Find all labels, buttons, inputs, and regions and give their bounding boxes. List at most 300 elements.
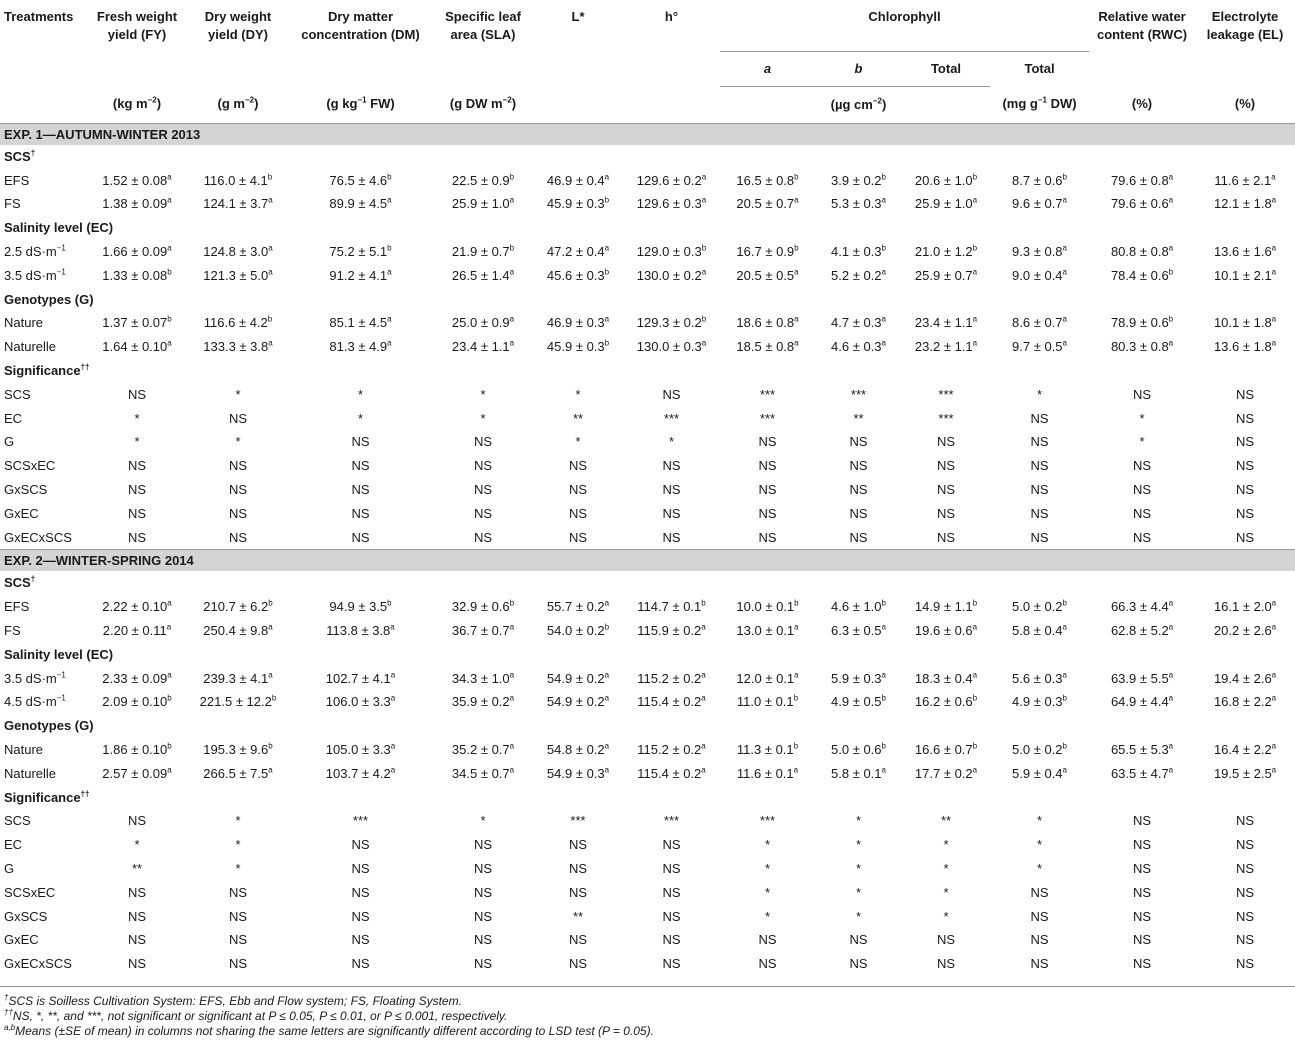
table-cell: 16.2 ± 0.6$^b$ xyxy=(914,694,978,710)
row-label: Nature xyxy=(4,315,44,331)
significance-cell: NS xyxy=(1133,908,1152,924)
table-cell: 115.9 ± 0.2$^a$ xyxy=(637,622,706,639)
significance-row xyxy=(0,406,1295,430)
significance-cell: NS xyxy=(1133,884,1152,900)
table-cell: 34.5 ± 0.7$^a$ xyxy=(451,765,515,781)
table-cell: 94.9 ± 3.5$^b$ xyxy=(329,598,392,615)
significance-cell: NS xyxy=(662,482,681,498)
table-cell: 114.7 ± 0.1$^b$ xyxy=(637,598,706,615)
table-row xyxy=(0,168,1295,192)
significance-cell: NS xyxy=(1236,837,1255,853)
significance-cell: NS xyxy=(351,932,370,948)
significance-cell: NS xyxy=(1236,482,1255,498)
row-label: 3.5 $dS\cdot m^{-1}$ xyxy=(4,670,66,686)
significance-cell: NS xyxy=(351,458,370,474)
table-cell: 12.1 ± 1.8$^a$ xyxy=(1213,196,1277,212)
table-cell: 32.9 ± 0.6$^b$ xyxy=(451,598,515,615)
table-cell: 79.6 ± 0.8$^a$ xyxy=(1110,172,1174,188)
table-cell: 35.2 ± 0.7$^a$ xyxy=(451,741,515,758)
col-chl-b: b xyxy=(815,51,902,86)
group-title: Salinity level (EC) xyxy=(4,220,114,236)
table-cell: 66.3 ± 4.4$^a$ xyxy=(1110,598,1174,615)
significance-cell: NS xyxy=(351,884,370,900)
significance-cell: * xyxy=(575,434,581,450)
table-cell: 21.9 ± 0.7$^b$ xyxy=(451,243,515,260)
significance-cell: NS xyxy=(1133,386,1152,402)
table-cell: 5.9 ± 0.3$^a$ xyxy=(831,670,886,686)
significance-cell: NS xyxy=(473,884,493,900)
significance-cell: NS xyxy=(351,956,370,972)
table-cell: 63.9 ± 5.5$^a$ xyxy=(1110,670,1174,686)
col-chl-a: a xyxy=(720,51,815,86)
row-label: G xyxy=(4,434,15,450)
group-header xyxy=(0,642,1295,666)
table-cell: 35.9 ± 0.2$^a$ xyxy=(451,694,515,710)
table-cell: 266.5 ± 7.5$^a$ xyxy=(203,765,273,781)
table-row xyxy=(0,335,1295,359)
significance-cell: NS xyxy=(662,386,681,402)
table-cell: 79.6 ± 0.6$^a$ xyxy=(1110,196,1174,212)
table-cell: 45.6 ± 0.3$^b$ xyxy=(546,267,610,283)
significance-cell: NS xyxy=(849,529,868,545)
significance-cell: NS xyxy=(228,908,248,924)
significance-cell: NS xyxy=(662,884,681,900)
row-label: Nature xyxy=(4,742,44,758)
row-label: SCS xyxy=(4,813,31,829)
significance-cell: NS xyxy=(1236,861,1255,876)
significance-cell: NS xyxy=(1030,884,1049,900)
significance-row xyxy=(0,809,1295,833)
significance-cell: * xyxy=(235,434,241,450)
col-fy: Fresh weight yield (FY) xyxy=(96,9,178,42)
row-label: GxEC xyxy=(4,932,39,948)
significance-cell: * xyxy=(943,837,949,853)
table-cell: 124.8 ± 3.0$^a$ xyxy=(203,243,273,260)
table-cell: 6.3 ± 0.5$^a$ xyxy=(831,622,886,639)
significance-cell: NS xyxy=(1133,529,1152,545)
table-cell: 221.5 ± 12.2$^b$ xyxy=(199,694,277,710)
table-cell: 54.9 ± 0.2$^a$ xyxy=(546,694,610,710)
significance-cell: NS xyxy=(473,434,493,450)
table-cell: 36.7 ± 0.7$^a$ xyxy=(451,622,515,639)
significance-cell: ** xyxy=(572,908,584,924)
table-cell: 78.9 ± 0.6$^b$ xyxy=(1110,315,1174,331)
table-cell: 85.1 ± 4.5$^a$ xyxy=(329,315,392,331)
col-sla: Specific leaf area (SLA) xyxy=(445,9,521,42)
significance-cell: NS xyxy=(1030,908,1049,924)
significance-cell: NS xyxy=(1030,410,1049,426)
significance-cell: NS xyxy=(568,861,588,876)
table-cell: 16.1 ± 2.0$^a$ xyxy=(1213,598,1277,615)
table-cell: 20.6 ± 1.0$^b$ xyxy=(914,172,978,188)
significance-cell: NS xyxy=(473,932,493,948)
significance-cell: NS xyxy=(568,529,588,545)
table-row xyxy=(0,595,1295,619)
table-cell: 5.9 ± 0.4$^a$ xyxy=(1012,765,1067,781)
section-title: EXP. 2—WINTER-SPRING 2014 xyxy=(0,550,1295,572)
table-cell: 5.8 ± 0.4$^a$ xyxy=(1012,622,1067,639)
table-cell: 80.3 ± 0.8$^a$ xyxy=(1110,338,1174,355)
table-cell: 115.4 ± 0.2$^a$ xyxy=(637,694,706,710)
table-cell: 3.9 ± 0.2$^b$ xyxy=(831,172,886,188)
table-cell: 2.20 ± 0.11$^a$ xyxy=(102,622,172,639)
col-chlorophyll: Chlorophyll xyxy=(720,0,1089,51)
significance-cell: NS xyxy=(351,529,370,545)
unit-chl-dw: (mg $g^{-1}$ DW) xyxy=(990,86,1089,123)
col-chl-total-dw: Total xyxy=(1024,60,1055,76)
significance-cell: NS xyxy=(228,932,248,948)
significance-cell: * xyxy=(1036,861,1043,876)
table-cell: 18.5 ± 0.8$^a$ xyxy=(736,338,799,355)
significance-cell: NS xyxy=(662,529,681,545)
unit-rwc: (%) xyxy=(1089,86,1195,123)
significance-cell: NS xyxy=(473,458,493,474)
significance-cell: NS xyxy=(1236,410,1255,426)
significance-cell: * xyxy=(134,410,140,426)
significance-cell: * xyxy=(943,884,949,900)
table-cell: 55.7 ± 0.2$^a$ xyxy=(546,598,610,615)
significance-cell: NS xyxy=(127,932,147,948)
significance-cell: * xyxy=(235,386,241,402)
group-header xyxy=(0,359,1295,383)
table-cell: 250.4 ± 9.8$^a$ xyxy=(203,622,273,639)
significance-cell: NS xyxy=(473,529,493,545)
table-cell: 46.9 ± 0.4$^a$ xyxy=(546,172,610,188)
row-label: G xyxy=(4,861,15,876)
significance-cell: NS xyxy=(228,956,248,972)
significance-cell: NS xyxy=(351,434,370,450)
table-cell: 23.2 ± 1.1$^a$ xyxy=(914,338,978,355)
col-dy: Dry weight yield (DY) xyxy=(204,9,272,42)
table-cell: 12.0 ± 0.1$^a$ xyxy=(736,670,799,686)
table-cell: 16.8 ± 2.2$^a$ xyxy=(1213,694,1277,710)
table-cell: 23.4 ± 1.1$^a$ xyxy=(451,338,515,355)
table-cell: 8.7 ± 0.6$^b$ xyxy=(1012,172,1067,188)
table-cell: 5.2 ± 0.2$^a$ xyxy=(831,267,886,283)
significance-row xyxy=(0,525,1295,549)
col-el: Electrolyte leakage (EL) xyxy=(1206,9,1284,42)
table-cell: 115.2 ± 0.2$^a$ xyxy=(637,741,706,758)
table-cell: 25.9 ± 0.7$^a$ xyxy=(914,267,978,283)
table-cell: 75.2 ± 5.1$^b$ xyxy=(329,243,392,260)
significance-cell: * xyxy=(134,837,140,853)
significance-cell: *** xyxy=(570,813,586,829)
significance-cell: NS xyxy=(936,932,956,948)
significance-cell: NS xyxy=(351,482,370,498)
significance-cell: NS xyxy=(473,956,493,972)
significance-cell: NS xyxy=(662,908,681,924)
table-cell: 105.0 ± 3.3$^a$ xyxy=(325,741,396,758)
table-cell: 2.57 ± 0.09$^a$ xyxy=(102,765,172,781)
significance-cell: NS xyxy=(662,505,681,521)
significance-cell: NS xyxy=(127,813,147,829)
significance-cell: * xyxy=(357,386,364,402)
significance-cell: NS xyxy=(849,932,868,948)
significance-cell: NS xyxy=(228,458,248,474)
significance-cell: NS xyxy=(936,505,956,521)
unit-dy: (g $m^{-2}$) xyxy=(188,86,288,123)
table-cell: 9.0 ± 0.4$^a$ xyxy=(1012,267,1067,283)
table-cell: 47.2 ± 0.4$^a$ xyxy=(546,243,610,260)
significance-cell: * xyxy=(480,410,486,426)
table-cell: 115.2 ± 0.2$^a$ xyxy=(637,670,706,686)
significance-cell: NS xyxy=(758,932,777,948)
table-cell: 23.4 ± 1.1$^a$ xyxy=(914,315,978,331)
row-label: GxEC xyxy=(4,505,39,521)
table-cell: 129.0 ± 0.3$^b$ xyxy=(636,243,707,260)
table-cell: 2.33 ± 0.09$^a$ xyxy=(102,670,172,686)
significance-cell: NS xyxy=(1236,884,1255,900)
table-cell: 9.7 ± 0.5$^a$ xyxy=(1012,338,1067,355)
significance-cell: NS xyxy=(568,482,588,498)
table-cell: 89.9 ± 4.5$^a$ xyxy=(329,196,392,212)
table-cell: 25.9 ± 1.0$^a$ xyxy=(451,196,515,212)
significance-cell: * xyxy=(764,908,771,924)
significance-cell: * xyxy=(134,434,140,450)
significance-cell: NS xyxy=(1133,837,1152,853)
row-label: 4.5 $dS\cdot m^{-1}$ xyxy=(4,694,66,710)
significance-cell: NS xyxy=(473,505,493,521)
significance-cell: NS xyxy=(849,458,868,474)
col-dm: Dry matter concentration (DM) xyxy=(301,9,420,42)
significance-row xyxy=(0,501,1295,525)
table-cell: 22.5 ± 0.9$^b$ xyxy=(451,172,515,188)
significance-cell: NS xyxy=(936,482,956,498)
significance-cell: NS xyxy=(936,458,956,474)
table-cell: 5.6 ± 0.3$^a$ xyxy=(1012,670,1067,686)
significance-cell: * xyxy=(764,837,771,853)
row-label: EFS xyxy=(4,172,30,188)
significance-cell: NS xyxy=(351,861,370,876)
significance-cell: NS xyxy=(662,837,681,853)
group-header xyxy=(0,145,1295,169)
row-label: GxSCS xyxy=(4,908,48,924)
row-label: SCSxEC xyxy=(4,884,56,900)
group-header xyxy=(0,216,1295,240)
table-cell: 133.3 ± 3.8$^a$ xyxy=(203,338,273,355)
table-row xyxy=(0,666,1295,690)
significance-cell: NS xyxy=(1030,482,1049,498)
table-cell: 20.5 ± 0.7$^a$ xyxy=(736,196,799,212)
significance-cell: NS xyxy=(1133,482,1152,498)
significance-cell: NS xyxy=(849,434,868,450)
significance-cell: *** xyxy=(938,410,954,426)
significance-cell: NS xyxy=(1030,458,1049,474)
significance-cell: NS xyxy=(1030,505,1049,521)
table-cell: 46.9 ± 0.3$^a$ xyxy=(546,315,610,331)
group-title: Salinity level (EC) xyxy=(4,646,114,662)
table-row xyxy=(0,761,1295,785)
significance-cell: NS xyxy=(127,529,147,545)
significance-cell: NS xyxy=(228,410,248,426)
significance-cell: NS xyxy=(228,482,248,498)
table-cell: 18.6 ± 0.8$^a$ xyxy=(736,315,799,331)
significance-cell: NS xyxy=(568,458,588,474)
significance-cell: NS xyxy=(1236,932,1255,948)
table-cell: 124.1 ± 3.7$^a$ xyxy=(203,196,273,212)
significance-cell: *** xyxy=(663,410,680,426)
significance-cell: *** xyxy=(759,410,776,426)
significance-cell: NS xyxy=(127,908,147,924)
row-label: SCSxEC xyxy=(4,458,56,474)
col-l: L* xyxy=(571,9,585,24)
table-cell: 106.0 ± 3.3$^a$ xyxy=(325,694,396,710)
significance-cell: NS xyxy=(1236,505,1255,521)
significance-cell: NS xyxy=(936,529,956,545)
significance-cell: ** xyxy=(940,813,952,829)
significance-cell: NS xyxy=(936,956,956,972)
significance-cell: * xyxy=(1139,410,1145,426)
footnotes xyxy=(0,986,1295,1039)
significance-cell: NS xyxy=(1236,813,1255,829)
table-cell: 81.3 ± 4.9$^a$ xyxy=(329,338,392,355)
row-label: FS xyxy=(4,623,21,639)
significance-cell: NS xyxy=(1133,932,1152,948)
table-cell: 63.5 ± 4.7$^a$ xyxy=(1110,765,1174,781)
col-rwc: Relative water content (RWC) xyxy=(1097,9,1188,42)
table-cell: 62.8 ± 5.2$^a$ xyxy=(1110,622,1174,639)
row-label: Naturelle xyxy=(4,339,57,355)
significance-row xyxy=(0,880,1295,904)
row-label: 3.5 $dS\cdot m^{-1}$ xyxy=(4,267,66,283)
significance-cell: NS xyxy=(1030,932,1049,948)
unit-el: (%) xyxy=(1195,86,1295,123)
significance-cell: NS xyxy=(127,884,147,900)
table-row xyxy=(0,263,1295,287)
table-cell: 16.6 ± 0.7$^b$ xyxy=(914,741,978,758)
significance-cell: NS xyxy=(127,458,147,474)
table-cell: 5.0 ± 0.2$^b$ xyxy=(1012,598,1067,615)
row-label: 2.5 $dS\cdot m^{-1}$ xyxy=(4,243,66,260)
table-row xyxy=(0,311,1295,335)
significance-cell: * xyxy=(855,884,862,900)
table-row xyxy=(0,619,1295,643)
table-cell: 16.5 ± 0.8$^b$ xyxy=(736,172,799,188)
table-cell: 121.3 ± 5.0$^a$ xyxy=(203,267,273,283)
table-cell: 13.6 ± 1.6$^a$ xyxy=(1213,243,1277,260)
table-cell: 130.0 ± 0.3$^a$ xyxy=(636,338,707,355)
significance-cell: NS xyxy=(1236,956,1255,972)
significance-cell: NS xyxy=(662,458,681,474)
significance-cell: NS xyxy=(351,837,370,853)
significance-cell: NS xyxy=(568,505,588,521)
significance-cell: NS xyxy=(127,956,147,972)
row-label: FS xyxy=(4,196,21,212)
table-cell: 116.0 ± 4.1$^b$ xyxy=(203,172,273,188)
significance-cell: NS xyxy=(1236,458,1255,474)
significance-cell: *** xyxy=(850,386,867,402)
table-cell: 78.4 ± 0.6$^b$ xyxy=(1110,267,1174,283)
col-chl-total: Total xyxy=(902,51,990,86)
row-label: GxECxSCS xyxy=(4,956,72,972)
table-cell: 5.8 ± 0.1$^a$ xyxy=(831,765,886,781)
significance-cell: * xyxy=(855,813,862,829)
table-cell: 4.1 ± 0.3$^b$ xyxy=(831,243,886,260)
significance-cell: * xyxy=(855,908,862,924)
significance-cell: * xyxy=(480,813,486,829)
footnote-significance: ††NS, *, **, and ***, not significant or significant at P ≤ 0.05, P ≤ 0.01, or P ≤ 0.001, respectively. xyxy=(4,1007,508,1023)
table-cell: 20.2 ± 2.6$^a$ xyxy=(1213,622,1277,639)
table-cell: 130.0 ± 0.2$^a$ xyxy=(636,267,707,283)
significance-cell: ** xyxy=(131,861,143,876)
section-header xyxy=(0,123,1295,145)
table-cell: 91.2 ± 4.1$^a$ xyxy=(329,267,392,283)
row-label: EC xyxy=(4,410,23,426)
row-label: EC xyxy=(4,837,23,853)
table-cell: 129.6 ± 0.3$^a$ xyxy=(636,196,707,212)
table-cell: 129.6 ± 0.2$^a$ xyxy=(636,172,707,188)
row-label: GxSCS xyxy=(4,482,48,498)
table-header xyxy=(0,0,1295,123)
significance-cell: NS xyxy=(1236,434,1255,450)
significance-cell: *** xyxy=(938,386,954,402)
significance-cell: * xyxy=(1036,386,1043,402)
significance-row xyxy=(0,952,1295,976)
table-row xyxy=(0,192,1295,216)
table-cell: 16.4 ± 2.2$^a$ xyxy=(1213,741,1277,758)
table-cell: 10.0 ± 0.1$^b$ xyxy=(736,598,799,615)
significance-row xyxy=(0,857,1295,881)
table-cell: 54.9 ± 0.2$^a$ xyxy=(546,670,610,686)
significance-cell: NS xyxy=(1236,908,1255,924)
significance-cell: * xyxy=(357,410,364,426)
table-cell: 54.8 ± 0.2$^a$ xyxy=(546,741,610,758)
significance-cell: NS xyxy=(228,529,248,545)
table-cell: 11.3 ± 0.1$^b$ xyxy=(736,741,799,758)
significance-cell: *** xyxy=(352,813,369,829)
table-cell: 17.7 ± 0.2$^a$ xyxy=(914,765,978,781)
significance-cell: * xyxy=(668,434,675,450)
table-cell: 116.6 ± 4.2$^b$ xyxy=(203,315,273,331)
table-cell: 13.0 ± 0.1$^a$ xyxy=(736,622,799,639)
group-header xyxy=(0,785,1295,809)
significance-row xyxy=(0,382,1295,406)
group-title: Significance†† xyxy=(4,789,90,805)
table-cell: 19.6 ± 0.6$^a$ xyxy=(914,622,978,639)
row-label: Naturelle xyxy=(4,765,57,781)
significance-cell: NS xyxy=(662,956,681,972)
significance-cell: * xyxy=(855,837,862,853)
significance-cell: NS xyxy=(936,434,956,450)
significance-cell: * xyxy=(235,813,241,829)
significance-cell: * xyxy=(764,861,771,876)
table-cell: 5.3 ± 0.3$^a$ xyxy=(831,196,886,212)
significance-cell: NS xyxy=(568,884,588,900)
table-cell: 5.0 ± 0.2$^b$ xyxy=(1012,741,1067,758)
group-header xyxy=(0,571,1295,595)
significance-cell: NS xyxy=(473,861,493,876)
significance-cell: ** xyxy=(572,410,584,426)
table-cell: 239.3 ± 4.1$^a$ xyxy=(203,670,273,686)
significance-cell: * xyxy=(575,386,581,402)
significance-cell: NS xyxy=(662,861,681,876)
significance-cell: * xyxy=(943,908,949,924)
significance-cell: * xyxy=(480,386,486,402)
group-title: Significance†† xyxy=(4,362,90,379)
table-cell: 1.64 ± 0.10$^a$ xyxy=(102,338,172,355)
significance-cell: NS xyxy=(1030,956,1049,972)
unit-dm: (g $kg^{-1}$ FW) xyxy=(288,86,433,123)
table-cell: 210.7 ± 6.2$^b$ xyxy=(203,598,273,615)
footnote-scs: †SCS is Soilless Cultivation System: EFS, Ebb and Flow system; FS, Floating System. xyxy=(4,992,462,1008)
table-cell: 1.66 ± 0.09$^a$ xyxy=(102,243,172,260)
table-cell: 129.3 ± 0.2$^b$ xyxy=(636,315,707,331)
significance-cell: NS xyxy=(351,908,370,924)
table-cell: 113.8 ± 3.8$^a$ xyxy=(326,622,395,639)
table-cell: 11.6 ± 2.1$^a$ xyxy=(1214,172,1276,188)
table-cell: 1.38 ± 0.09$^a$ xyxy=(102,196,172,212)
significance-cell: NS xyxy=(849,505,868,521)
